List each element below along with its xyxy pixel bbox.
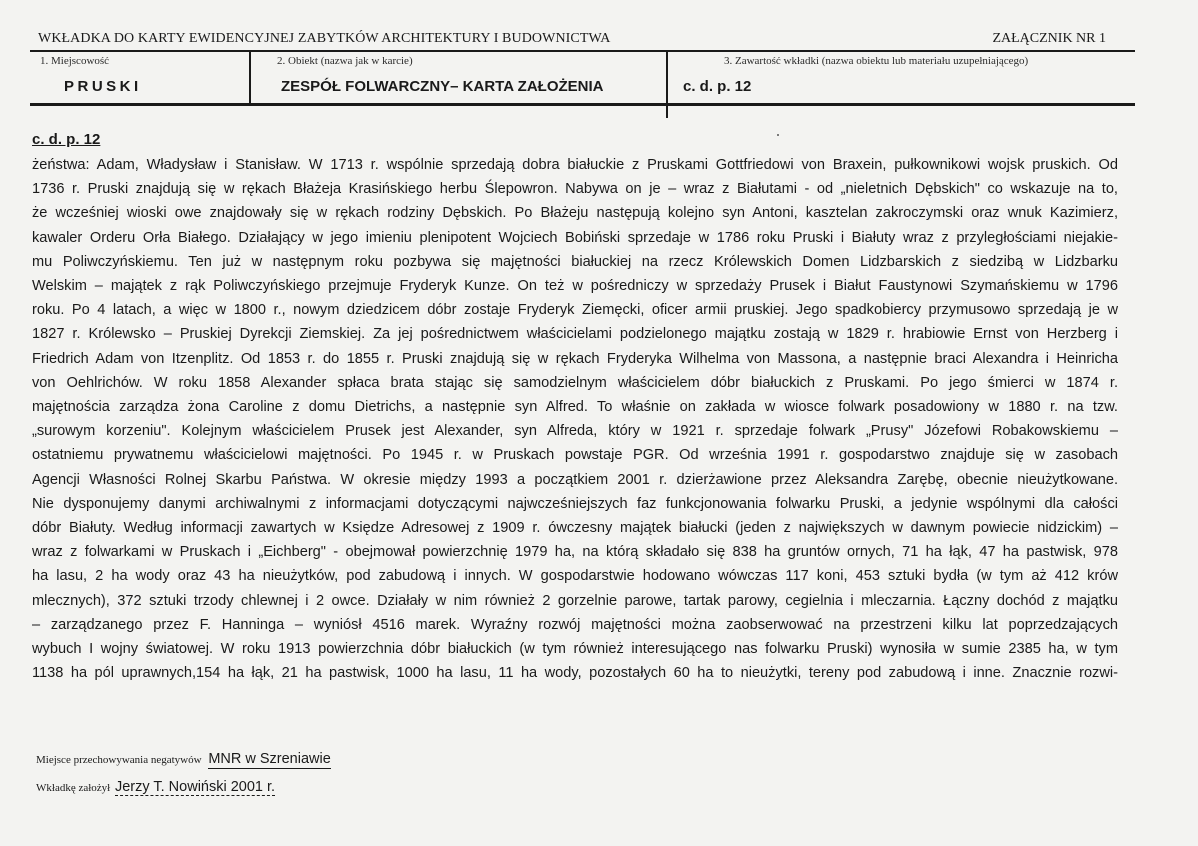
locality-value: PRUSKI — [64, 78, 142, 95]
negatives-storage-value: MNR w Szreniawie — [208, 751, 331, 767]
negatives-storage-label: Miejsce przechowywania negatywów — [36, 754, 202, 766]
top-rule — [30, 50, 1135, 52]
body-line: mlecznych), 372 sztuki trzody chlewnej i 2 owce. Działały w nim również 2 gorzelnie parowe, tartak parowy, cegielnia i mleczarnia. Łączny dochód z majątku — [32, 592, 1118, 609]
insert-author — [36, 779, 275, 795]
content-label: 3. Zawartość wkładki (nazwa obiektu lub materiału uzupełniającego) — [724, 55, 1029, 67]
body-line: Welskim – majątek z rąk Poliwczyńskiego przejmuje Fryderyk Kunze. On też w pośredniczy w sprzedaży Prusek i Białut Faustynowi Szymańskiemu w 1796 — [32, 278, 1118, 295]
body-line: wybuch I wojny światowej. W roku 1913 powierzchnia dóbr białuckich (w tym również interesującego nas folwarku Pruski) wynosiła w sumie 2385 ha, w tym — [32, 641, 1118, 658]
body-line: mu Poliwczyńskiemu. Ten już w następnym roku pozbywa się majętności białuckiej na rzecz Królewskich Domen Lidzbarskich z siedzibą w Lidzbarku — [32, 253, 1118, 270]
continuation-heading: c. d. p. 12 — [32, 131, 101, 148]
field-divider-2 — [666, 51, 668, 118]
body-line: 1736 r. Pruski znajdują się w rękach Błażeja Krasińskiego herbu Ślepowron. Nabywa on je – wraz z Białutami - od „nieletnich Dębskich" co wskazuje na to, — [32, 181, 1118, 198]
insert-author-label: Wkładkę założył — [36, 782, 111, 794]
body-line: Nie dysponujemy danymi archiwalnymi z informacjami dotyczącymi najwcześniejszych faz funkcjonowania folwarku Pruski, a jedynie wspólnymi dla całości — [32, 495, 1118, 512]
body-line: żeństwa: Adam, Władysław i Stanisław. W 1713 r. wspólnie sprzedają dobra białuckie z Pruskami Gottfriedowi von Braxein, pułkownikowi wojsk pruskich. Od — [32, 157, 1118, 173]
body-line: „surowym korzeniu". Kolejnym właścicielem Prusek jest Alexander, syn Alfreda, który w 1921 r. sprzedaje folwark „Prusy" Józefowi Robakowskiemu – — [32, 423, 1118, 440]
body-line: wraz z folwarkami w Pruskach i „Eichberg" - obejmował powierzchnię 1979 ha, na którą składało się 838 ha gruntów ornych, 71 ha łąk, 47 ha pastwisk, 978 — [32, 544, 1118, 561]
attachment-number: ZAŁĄCZNIK NR 1 — [992, 31, 1106, 46]
body-line: że wcześniej wioski owe znajdowały się w rękach rodziny Dębskich. Po Błażeju następują kolejno syn Antoni, kasztelan zakroczymski oraz wnuk Kazimierz, — [32, 205, 1118, 222]
body-line: ha lasu, 2 ha wody oraz 43 ha nieużytków, pod zabudową i innych. W gospodarstwie hodowano wówczas 117 koni, 453 sztuki bydła (w tym aż 412 krów — [32, 568, 1118, 585]
header-bottom-rule — [30, 103, 1135, 106]
form-title: WKŁADKA DO KARTY EWIDENCYJNEJ ZABYTKÓW ARCHITEKTURY I BUDOWNICTWA — [38, 31, 611, 46]
body-line: 1138 ha pól uprawnych,154 ha łąk, 21 ha pastwisk, 1000 ha lasu, 11 ha wody, pozostałych 60 ha to nieużytki, tereny pod zabudową i inne. Znacznie rozwi- — [32, 665, 1118, 682]
content-value: c. d. p. 12 — [683, 78, 752, 95]
body-line: majętnościa zarządza żona Caroline z domu Dietrichs, a następnie syn Alfred. To właśnie on zakłada w wiosce folwark posadowiony w 1880 r. na tzw. — [32, 399, 1118, 416]
negatives-storage — [36, 751, 331, 767]
object-value: ZESPÓŁ FOLWARCZNY– KARTA ZAŁOŻENIA — [281, 78, 604, 95]
insert-author-value: Jerzy T. Nowiński 2001 r. — [114, 779, 276, 795]
object-label: 2. Obiekt (nazwa jak w karcie) — [277, 55, 413, 67]
scan-speck — [777, 134, 779, 136]
body-line: roku. Po 4 latach, a więc w 1800 r., nowym dziedzicem dóbr zostaje Fryderyk Ziemęcki, oficer armii pruskiej. Jego spadkobiercy przymusowo sprzedają je w — [32, 302, 1118, 319]
body-line: – zarządzanego przez F. Hanninga – wyniósł 4516 marek. Wyraźny rozwój majętności można zaobserwować na przestrzeni kilku lat poprzedzających — [32, 616, 1118, 633]
body-line: dóbr Białuty. Według informacji zawartych w Księdze Adresowej z 1909 r. ówczesny majątek białucki (jeden z największych w dawnym powiecie nidzickim) – — [32, 520, 1118, 537]
body-line: von Oehlrichów. W roku 1858 Alexander spłaca brata stając się samodzielnym właścicielem dóbr białuckich z Pruskami. Po jego śmierci w 1874 r. — [32, 374, 1118, 391]
body-line: Agencji Własności Rolnej Skarbu Państwa. W okresie między 1993 a początkiem 2001 r. dzierżawione przez Aleksandra Zarębę, obecnie nieużytkowane. — [32, 471, 1118, 488]
body-line: kawaler Orderu Orła Białego. Działający w jego imieniu plenipotent Wojciech Bobiński sprzedaje w 1786 roku Pruski i Białuty wraz z przyległościami niejakie- — [32, 229, 1118, 246]
body-line: Friedrich Adam von Itzenplitz. Od 1853 r. do 1855 r. Pruski znajdują się w rękach Fryderyka Wilhelma von Massona, a następnie braci Alexandra i Heinricha — [32, 350, 1118, 367]
body-text — [32, 153, 1118, 685]
field-divider-1 — [249, 51, 251, 104]
body-line: ostatniemu prywatnemu właścicielowi majętności. Po 1945 r. w Pruskach powstaje PGR. Od września 1991 r. gospodarstwo znajduje się w zasobach — [32, 447, 1118, 464]
locality-label: 1. Miejscowość — [40, 55, 110, 67]
body-line: 1827 r. Królewsko – Pruskiej Dyrekcji Ziemskiej. Za jej pośrednictwem właścicielami podzielonego majątku zostają w 1829 r. hrabiowie Ernst von Herzberg i — [32, 326, 1118, 343]
